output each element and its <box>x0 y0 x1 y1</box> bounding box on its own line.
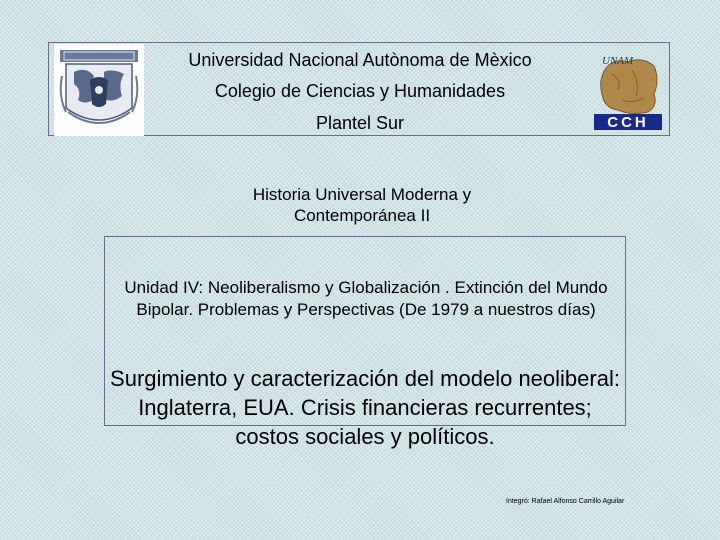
cch-logo-icon <box>592 50 664 132</box>
unit-description: Unidad IV: Neoliberalismo y Globalización . Extinción del Mundo Bipolar. Problemas y Perspectivas (De 1979 a nuestros días) <box>124 278 608 319</box>
author-credit: Integró: Rafael Alfonso Carrillo Aguilar <box>506 498 625 505</box>
university-name: Universidad Nacional Autònoma de Mèxico <box>188 50 532 70</box>
college-name: Colegio de Ciencias y Humanidades <box>214 81 506 101</box>
course-title: Historia Universal Moderna y Contemporánea II <box>252 185 472 225</box>
cch-logo-top-text: UNAM <box>602 55 634 67</box>
unam-shield-graphic <box>56 46 142 134</box>
topic-title: Surgimiento y caracterización del modelo neoliberal: Inglaterra, EUA. Crisis financieras recurrentes; costos sociales y políticos. <box>110 366 620 449</box>
cch-logo-graphic <box>592 50 664 132</box>
campus-name: Plantel Sur <box>315 113 405 133</box>
cch-logo-bottom-text: CCH <box>607 114 649 131</box>
unam-shield-icon <box>54 44 144 136</box>
